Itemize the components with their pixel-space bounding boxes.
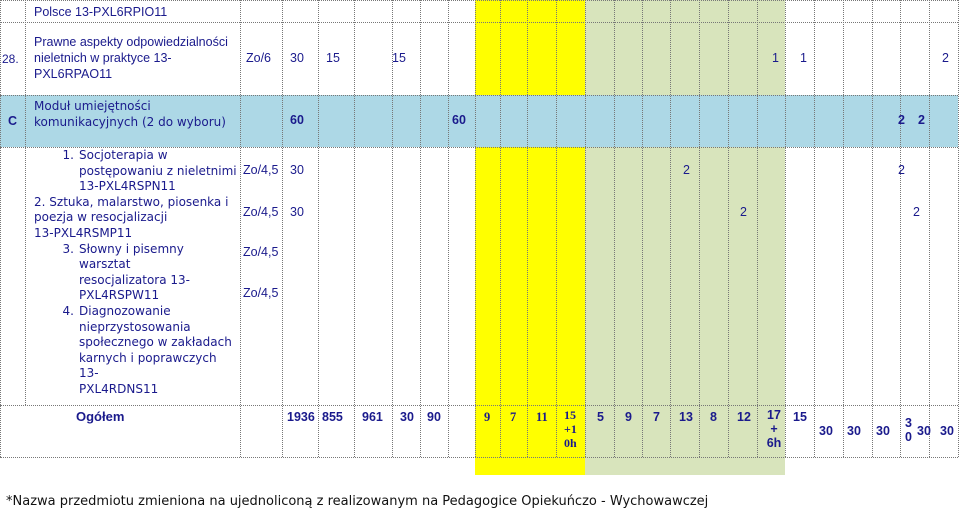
row-28-subject-line3: PXL6RPAO11: [34, 67, 113, 81]
row-C-ects-a: 2: [898, 113, 905, 127]
total-green-8: 15: [793, 410, 807, 424]
subject-list: [34, 148, 239, 398]
total-green-7: 17 + 6h: [766, 408, 782, 450]
list-item-number: 3.: [62, 241, 74, 256]
total-white-1: 30: [819, 424, 833, 438]
list-ects-2b: 2: [913, 205, 920, 219]
list-item: 2. Sztuka, malarstwo, piosenka i poezja w resocjalizacji 13-PXL4RSMP11: [34, 194, 229, 240]
row-C-ects-b: 2: [918, 113, 925, 127]
list-item: 4. Diagnozowanie nieprzystosowania społecznego w zakładach karnych i poprawczych 13- PXL4RDNS11: [34, 304, 239, 398]
list-ects-2a: 2: [740, 205, 747, 219]
list-item-number: 1.: [62, 148, 74, 162]
total-white-3: 30: [876, 424, 890, 438]
total-yellow-2: 7: [510, 410, 517, 424]
row-28-ects-b: 1: [800, 51, 807, 65]
list-hours-2: 30: [290, 205, 304, 219]
total-yellow-1: 9: [484, 410, 491, 424]
row-28-subject-line2: nieletnich w praktyce 13-: [34, 51, 172, 65]
total-white-4: 3 0: [905, 416, 912, 444]
row-C-title-line2: komunikacyjnych (2 do wyboru): [34, 115, 226, 129]
row-top-title: Polsce 13-PXL6RPIO11: [34, 5, 168, 19]
row-C-hours-total: 60: [290, 113, 304, 127]
row-28-subject-line1: Prawne aspekty odpowiedzialności: [34, 35, 228, 49]
total-green-2: 9: [625, 410, 632, 424]
row-28-ects-a: 1: [772, 51, 779, 65]
row-28-ects-total: 2: [942, 51, 949, 65]
row-28-number: 28.: [2, 52, 19, 66]
row-C-title-line1: Moduł umiejętności: [34, 99, 151, 113]
list-form-3: Zo/4,5: [243, 245, 279, 259]
list-item-number: 2.: [34, 194, 46, 209]
list-item: 1. Socjoterapia w postępowaniu z nieletnimi 13-PXL4RSPN11: [34, 148, 239, 195]
total-value-4: 30: [400, 410, 414, 424]
list-form-2: Zo/4,5: [243, 205, 279, 219]
footnote: *Nazwa przedmiotu zmieniona na ujednoliconą z realizowanym na Pedagogice Opiekuńczo - Wychowawczej: [6, 494, 709, 509]
row-C-hours-b: 60: [452, 113, 466, 127]
total-white-5: 30: [917, 424, 931, 438]
total-value-2: 855: [322, 410, 343, 424]
total-value-1: 1936: [287, 410, 315, 424]
list-item-number: 4.: [62, 303, 74, 318]
total-value-5: 90: [427, 410, 441, 424]
row-28-hours-lecture: 15: [326, 51, 340, 65]
list-hours-1: 30: [290, 163, 304, 177]
total-green-4: 13: [679, 410, 693, 424]
total-green-6: 12: [737, 410, 751, 424]
total-yellow-4: 15 +1 0h: [564, 408, 577, 450]
total-value-3: 961: [362, 410, 383, 424]
list-item: 3. Słowny i pisemny warsztat resocjalizatora 13- PXL4RSPW11: [34, 242, 239, 304]
total-label: Ogółem: [76, 409, 125, 424]
row-28-hours-total: 30: [290, 51, 304, 65]
row-28-hours-exercise: 15: [392, 51, 406, 65]
row-C-letter: C: [8, 114, 18, 128]
total-yellow-3: 11: [536, 410, 548, 424]
list-ects-1a: 2: [683, 163, 690, 177]
total-white-2: 30: [847, 424, 861, 438]
list-form-1: Zo/4,5: [243, 163, 279, 177]
row-28-form: Zo/6: [246, 51, 272, 65]
list-ects-1b: 2: [898, 163, 905, 177]
list-form-4: Zo/4,5: [243, 286, 279, 300]
total-green-5: 8: [710, 410, 717, 424]
total-green-3: 7: [653, 410, 660, 424]
total-white-6: 30: [940, 424, 954, 438]
total-green-1: 5: [597, 410, 604, 424]
